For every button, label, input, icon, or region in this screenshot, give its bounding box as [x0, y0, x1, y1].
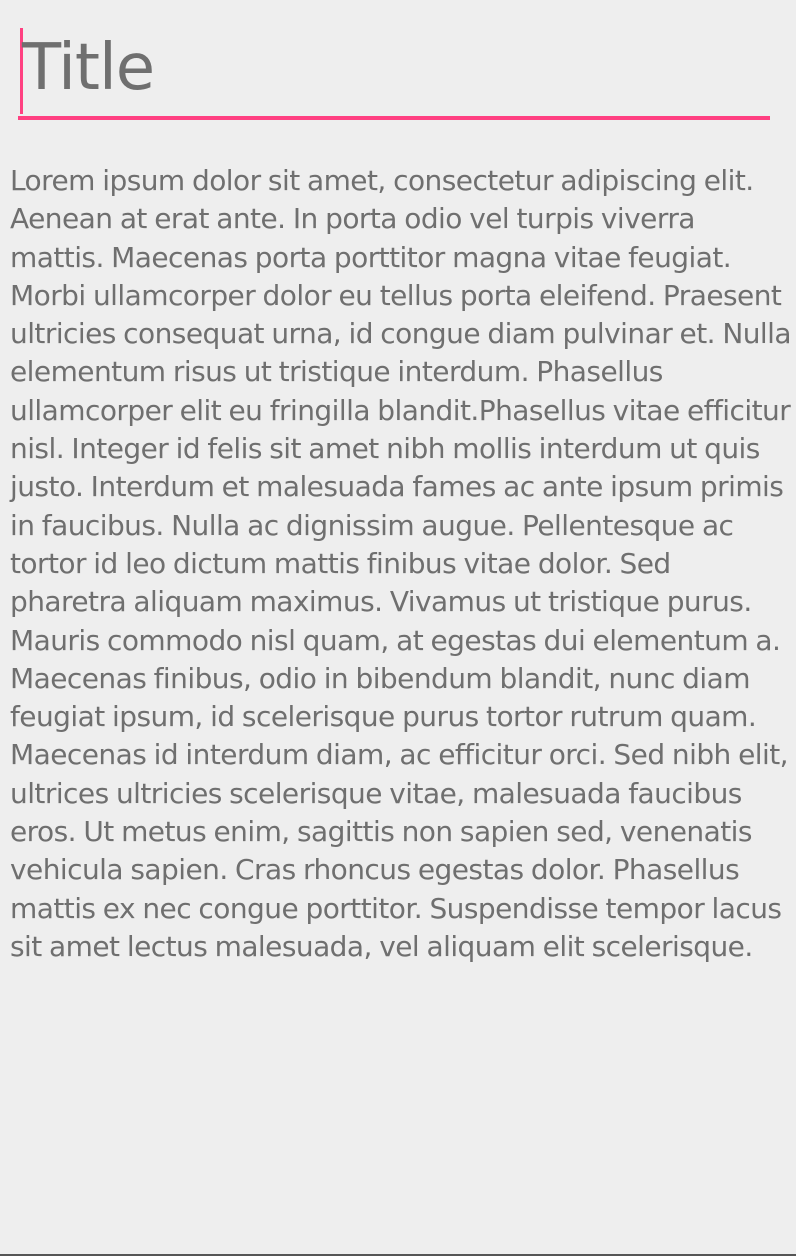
body-text: Lorem ipsum dolor sit amet, consectetur adipiscing elit. Aenean at erat ante. In porta odio vel turpis viverra mattis. Maecenas porta porttitor magna vitae feugiat. Morbi ullamcorper dolor eu tellus porta eleifend. Praesent ultricies consequat urna, id congue diam pulvinar et. Nulla elementum risus ut tristique interdum. Phasellus ullamcorper elit eu fringilla blandit.Phasellus vitae efficitur nisl. Integer id felis sit amet nibh mollis interdum ut quis justo. Interdum et malesuada fames ac ante ipsum primis in faucibus. Nulla ac dignissim augue. Pellentesque ac tortor id leo dictum mattis finibus vitae dolor. Sed pharetra aliquam maximus. Vivamus ut tristique purus. Mauris commodo nisl quam, at egestas dui elementum a. Maecenas finibus, odio in bibendum blandit, nunc diam feugiat ipsum, id scelerisque purus tortor rutrum quam. Maecenas id interdum diam, ac efficitur orci. Sed nibh elit, ultrices ultricies scelerisque vitae, malesuada faucibus eros. Ut metus enim, sagittis non sapien sed, venenatis vehicula sapien. Cras rhoncus egestas dolor. Phasellus mattis ex nec congue porttitor. Suspendisse tempor lacus sit amet lectus malesuada, vel aliquam elit scelerisque.	[10, 164, 791, 963]
title-input[interactable]	[18, 18, 770, 122]
title-placeholder: Title	[22, 31, 155, 105]
title-input-underline	[18, 116, 770, 120]
